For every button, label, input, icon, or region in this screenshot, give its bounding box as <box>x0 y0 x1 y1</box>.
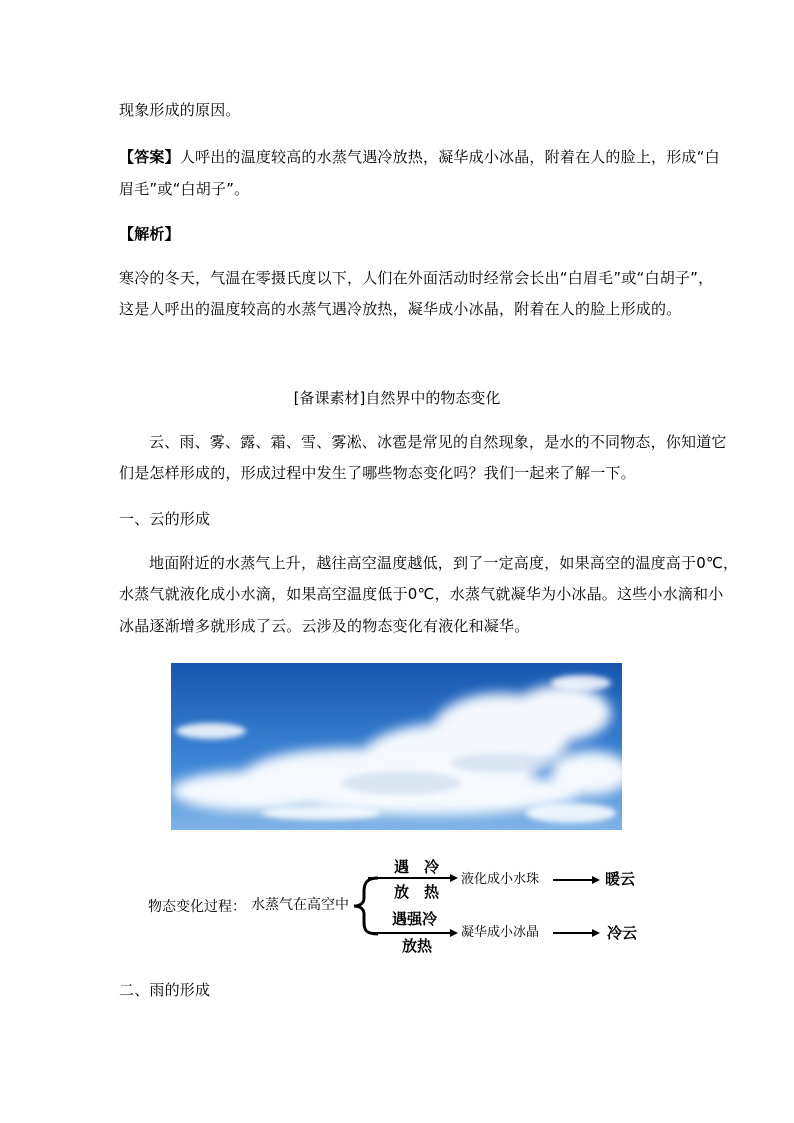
bottom-result-arrow-head <box>592 929 600 937</box>
section-1-heading: 一、云的形成 <box>119 510 211 528</box>
answer-line-1 <box>119 147 720 167</box>
cloud-photo <box>171 663 622 830</box>
top-cloud-type: 暖云 <box>605 870 636 888</box>
answer-text-1: 人呼出的温度较高的水蒸气遇冷放热，凝华成小冰晶，附着在人的脸上，形成“白 <box>179 148 720 166</box>
analysis-line-2: 这是人呼出的温度较高的水蒸气遇冷放热，凝华成小冰晶，附着在人的脸上形成的。 <box>119 300 682 318</box>
state-change-diagram <box>0 840 794 970</box>
bottom-condition-2: 放热 <box>402 937 433 955</box>
analysis-line-1: 寒冷的冬天，气温在零摄氏度以下，人们在外面活动时经常会长出“白眉毛”或“白胡子”， <box>119 269 714 287</box>
cloud-line-3: 冰晶逐渐增多就形成了云。云涉及的物态变化有液化和凝华。 <box>119 617 530 635</box>
bottom-arrow-head <box>450 929 458 937</box>
analysis-label: 【解析】 <box>119 225 180 243</box>
top-result-arrow-head <box>592 876 600 884</box>
intro-line-2: 们是怎样形成的，形成过程中发生了哪些物态变化吗？我们一起来了解一下。 <box>119 464 636 482</box>
cloud-line-1: 地面附近的水蒸气上升，越往高空温度越低，到了一定高度，如果高空的温度高于0℃， <box>149 554 739 572</box>
top-condition-1: 遇 冷 <box>394 858 440 876</box>
process-label: 物态变化过程： <box>148 899 246 915</box>
answer-line-2: 眉毛”或“白胡子”。 <box>119 180 250 198</box>
intro-line-1: 云、雨、雾、露、霜、雪、雾凇、冰雹是常见的自然现象，是水的不同物态，你知道它 <box>149 433 727 451</box>
source-label: 水蒸气在高空中 <box>251 897 349 913</box>
answer-label: 【答案】 <box>119 148 180 166</box>
bottom-result: 凝华成小冰晶 <box>461 925 540 940</box>
top-arrow-head <box>450 874 458 882</box>
bottom-cloud-type: 冷云 <box>607 924 638 942</box>
top-result: 液化成小水珠 <box>461 872 540 887</box>
brace-icon <box>354 878 378 934</box>
cloud-line-2: 水蒸气就液化成小水滴，如果高空温度低于0℃，水蒸气就凝华为小冰晶。这些小水滴和小 <box>119 585 724 603</box>
material-title: [备课素材]自然界中的物态变化 <box>293 389 501 407</box>
paragraph-continuation: 现象形成的原因。 <box>119 101 241 119</box>
section-2-heading: 二、雨的形成 <box>119 981 211 999</box>
bottom-condition-1: 遇强冷 <box>392 910 438 928</box>
top-condition-2: 放 热 <box>394 883 440 901</box>
